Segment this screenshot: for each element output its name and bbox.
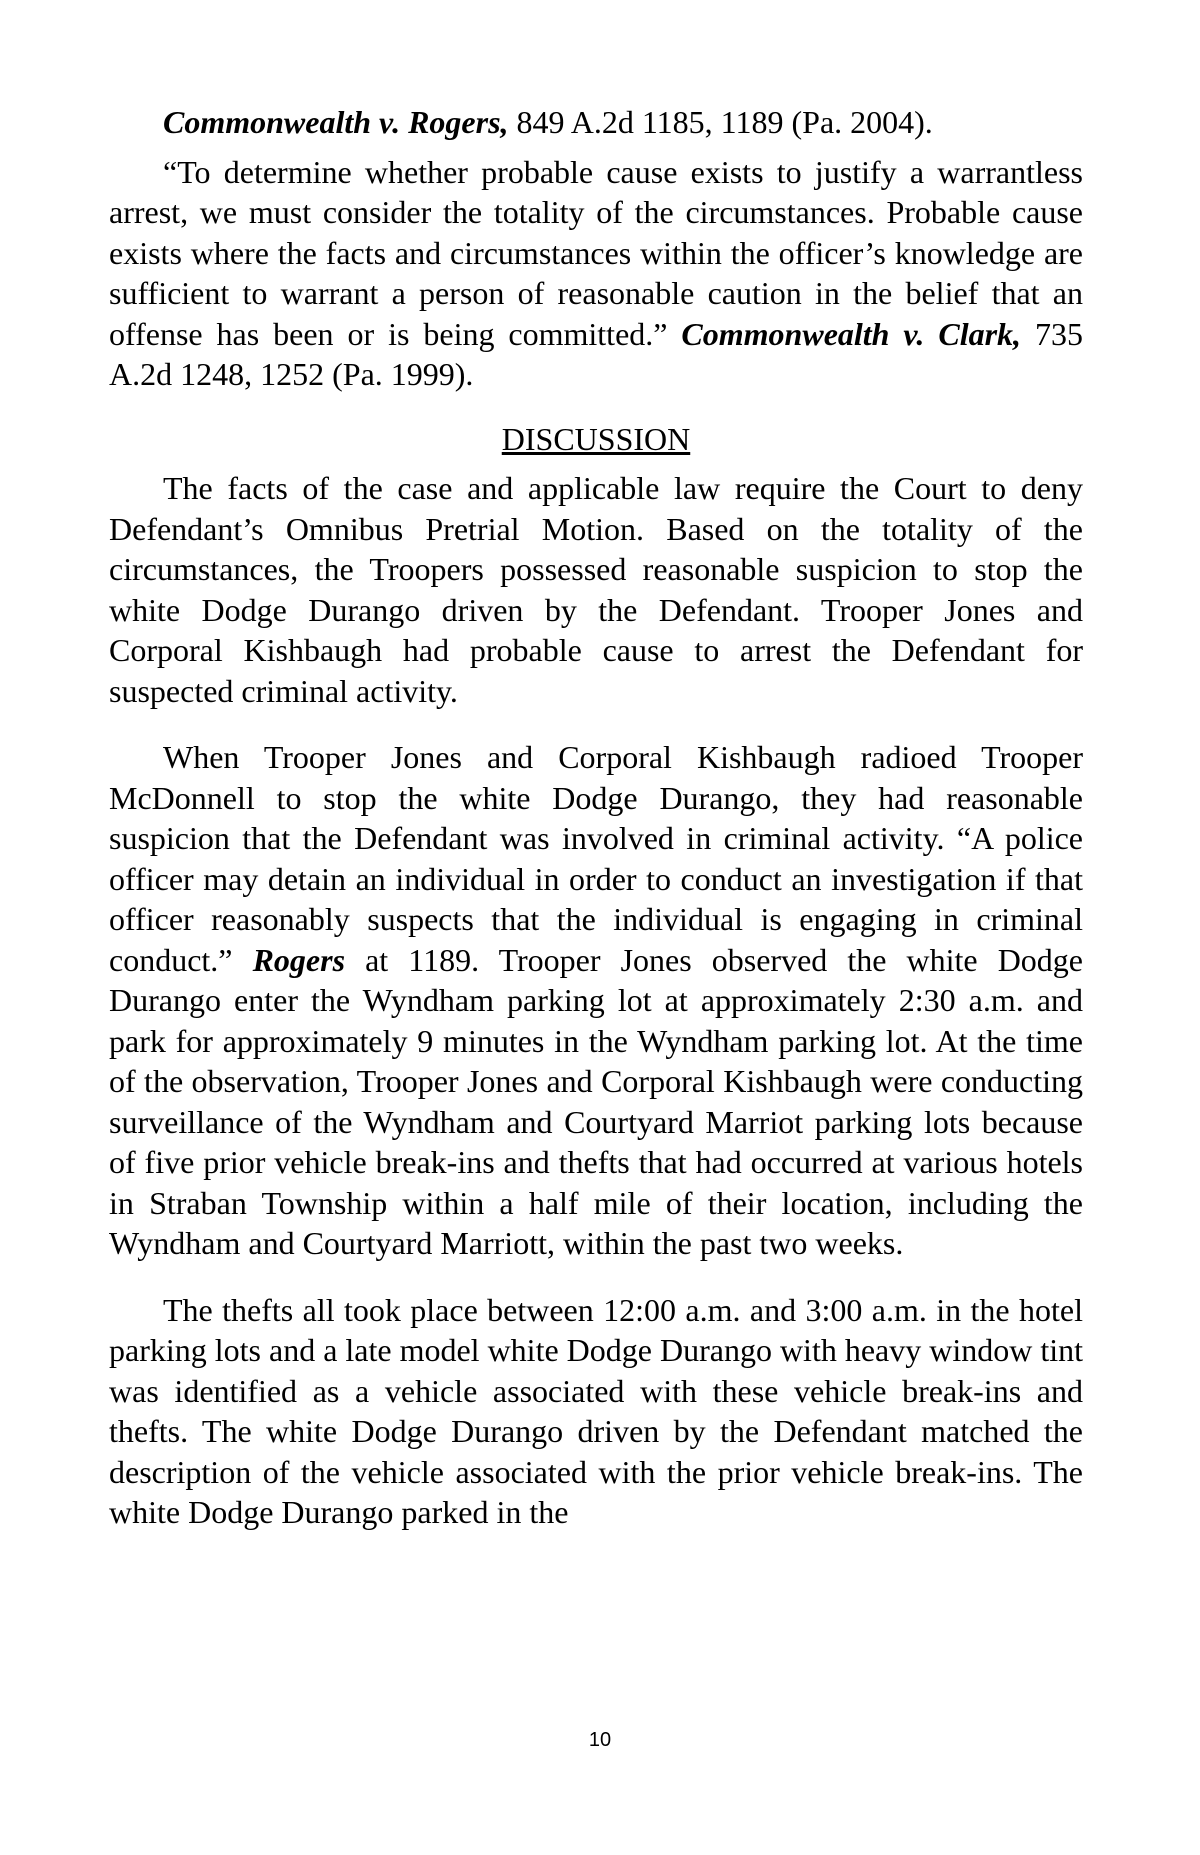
reasonable-suspicion-text: When Trooper Jones and Corporal Kishbaugh radioed Trooper McDonnell to stop the white Dodge Durango, they had reasonable suspicion that the Defendant was involved in criminal activity. “A police officer may detain an individual in order to conduct an investigation if that officer reasonably suspects that the individual is engaging in criminal conduct.” (109, 739, 1083, 978)
citation-paragraph (109, 102, 1083, 143)
discussion-paragraph-3: The thefts all took place between 12:00 a.m. and 3:00 a.m. in the hotel parking lots and a late model white Dodge Durango with heavy window tint was identified as a vehicle associated with these vehicle break-ins and thefts. The white Dodge Durango driven by the Defendant matched the description of the vehicle associated with the prior vehicle break-ins. The white Dodge Durango parked in the (109, 1291, 1084, 1530)
probable-cause-quote-paragraph (109, 152, 1083, 395)
page-number: 10 (588, 1729, 612, 1751)
section-heading-discussion: DISCUSSION (501, 420, 691, 457)
document-page (109, 102, 1083, 1533)
discussion-paragraph-2 (109, 737, 1083, 1264)
citation-reporter: 849 A.2d 1185, 1189 (Pa. 2004). (508, 104, 933, 140)
surveillance-text: at 1189. Trooper Jones observed the white Dodge Durango enter the Wyndham parking lot at approximately 2:30 a.m. and park for approximately 9 minutes in the Wyndham parking lot. At the time of the observation, Trooper Jones and Corporal Kishbaugh were conducting surveillance of the Wyndham and Courtyard Marriot parking lots because of five prior vehicle break-ins and thefts that had occurred at various hotels in Straban Township within a half mile of their location, including the Wyndham and Courtyard Marriott, within the past two weeks. (109, 941, 1084, 1261)
clark-reporter: 735 A.2d 1248, 1252 (Pa. 1999). (109, 315, 1084, 392)
case-citation-rogers-short: Rogers (252, 941, 346, 978)
discussion-paragraph-1: The facts of the case and applicable law require the Court to deny Defendant’s Omnibus Pretrial Motion. Based on the totality of the circumstances, the Troopers possessed reasonable suspicion to stop the white Dodge Durango driven by the Defendant. Trooper Jones and Corporal Kishbaugh had probable cause to arrest the Defendant for suspected criminal activity. (109, 470, 1083, 709)
case-citation-rogers: Commonwealth v. Rogers, (163, 104, 509, 140)
case-citation-clark: Commonwealth v. Clark, (681, 315, 1022, 352)
probable-cause-quote-text: “To determine whether probable cause exists to justify a warrantless arrest, we must consider the totality of the circumstances. Probable cause exists where the facts and circumstances within the officer’s knowledge are sufficient to warrant a person of reasonable caution in the belief that an offense has been or is being committed.” (109, 153, 1083, 352)
